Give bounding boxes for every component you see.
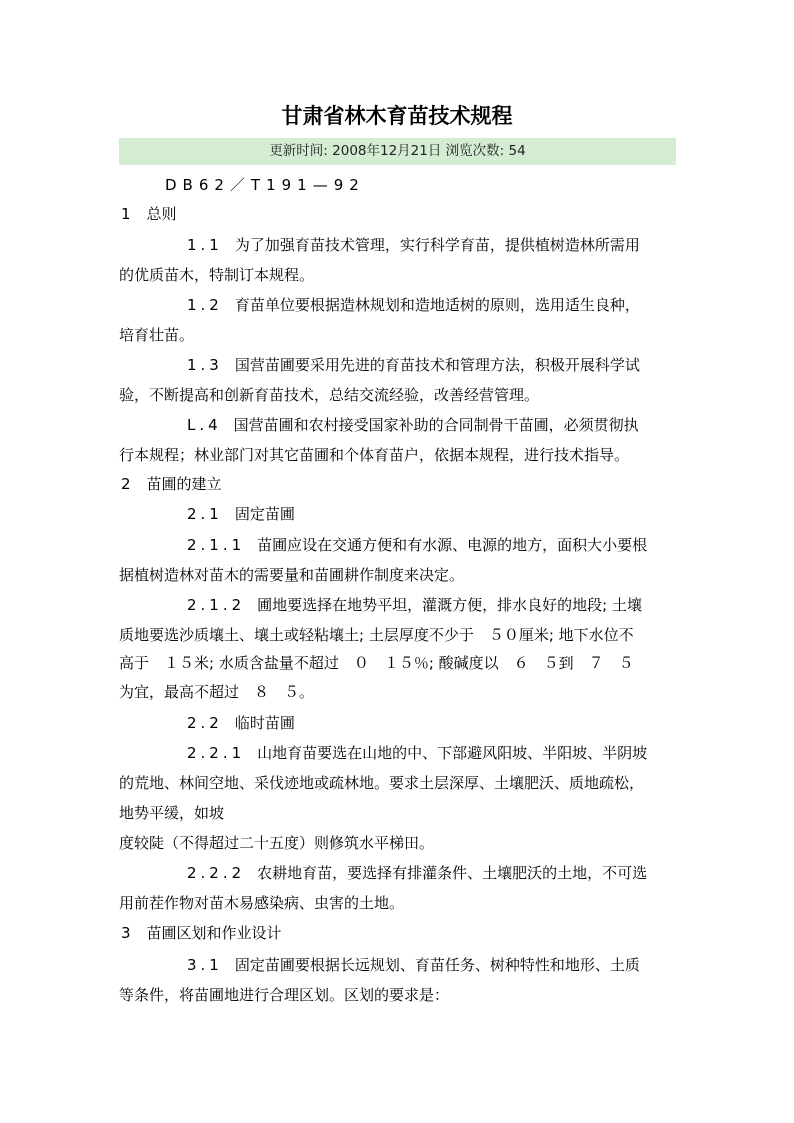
- paragraph-2-2-2-line2: 用前茬作物对苗木易感染病、虫害的土地。: [119, 894, 405, 912]
- paragraph-2-2-1-line3: 地势平缓，如坡: [119, 804, 225, 822]
- paragraph-1-1-line1: 1.1 为了加强育苗技术管理，实行科学育苗，提供植树造林所需用: [187, 236, 640, 254]
- paragraph-2-2-1-line2: 的荒地、林间空地、采伐迹地或疏林地。要求土层深厚、土壤肥沃、质地疏松，: [119, 774, 645, 792]
- paragraph-2-2-1-line4: 度较陡（不得超过二十五度）则修筑水平梯田。: [119, 834, 435, 852]
- paragraph-2-1-2-line3: 高于 １５米; 水质含盐量不超过 ０ １５％; 酸碱度以 ６ ５到 ７ ５: [119, 654, 634, 672]
- paragraph-2-1-2-line2: 质地要选沙质壤土、壤土或轻粘壤土; 土层厚度不少于 ５０厘米; 地下水位不: [119, 626, 634, 644]
- paragraph-2-1-1-line2: 据植树造林对苗木的需要量和苗圃耕作制度来决定。: [119, 566, 465, 584]
- section-3-heading: 3 苗圃区划和作业设计: [121, 924, 282, 942]
- section-2-heading: 2 苗圃的建立: [121, 475, 222, 493]
- subsection-2-2-heading: 2.2 临时苗圃: [187, 714, 295, 732]
- document-title: 甘肃省林木育苗技术规程: [281, 103, 513, 128]
- paragraph-1-3-line1: 1.3 国营苗圃要采用先进的育苗技术和管理方法，积极开展科学试: [187, 356, 640, 374]
- paragraph-2-1-2-line4: 为宜，最高不超过 ８ ５。: [119, 683, 315, 701]
- paragraph-2-2-1-line1: 2.2.1 山地育苗要选在山地的中、下部避风阳坡、半阳坡、半阴坡: [187, 744, 648, 762]
- paragraph-2-2-2-line1: 2.2.2 农耕地育苗，要选择有排灌条件、土壤肥沃的土地，不可选: [187, 864, 648, 882]
- paragraph-2-1-1-line1: 2.1.1 苗圃应设在交通方便和有水源、电源的地方，面积大小要根: [187, 536, 648, 554]
- standard-code: DB62／T191—92: [165, 176, 365, 194]
- paragraph-1-4-line2: 行本规程；林业部门对其它苗圃和个体育苗户，依据本规程，进行技术指导。: [119, 446, 630, 464]
- section-1-heading: 1 总则: [121, 205, 177, 223]
- subsection-2-1-heading: 2.1 固定苗圃: [187, 505, 295, 523]
- paragraph-3-1-line2: 等条件，将苗圃地进行合理区划。区划的要求是：: [119, 986, 450, 1004]
- paragraph-1-4-line1: L.4 国营苗圃和农村接受国家补助的合同制骨干苗圃，必须贯彻执: [187, 416, 639, 434]
- paragraph-1-2-line2: 培育壮苗。: [119, 326, 195, 344]
- paragraph-1-2-line1: 1.2 育苗单位要根据造林规划和造地适树的原则，选用适生良种，: [187, 296, 640, 314]
- paragraph-1-1-line2: 的优质苗木，特制订本规程。: [119, 266, 315, 284]
- paragraph-2-1-2-line1: 2.1.2 圃地要选择在地势平坦，灌溉方便，排水良好的地段; 土壤: [187, 596, 642, 614]
- paragraph-3-1-line1: 3.1 固定苗圃要根据长远规划、育苗任务、树种特性和地形、土质: [187, 956, 640, 974]
- paragraph-1-3-line2: 验，不断提高和创新育苗技术，总结交流经验，改善经营管理。: [119, 386, 540, 404]
- update-info-bar: 更新时间: 2008年12月21日 浏览次数: 54: [119, 138, 676, 165]
